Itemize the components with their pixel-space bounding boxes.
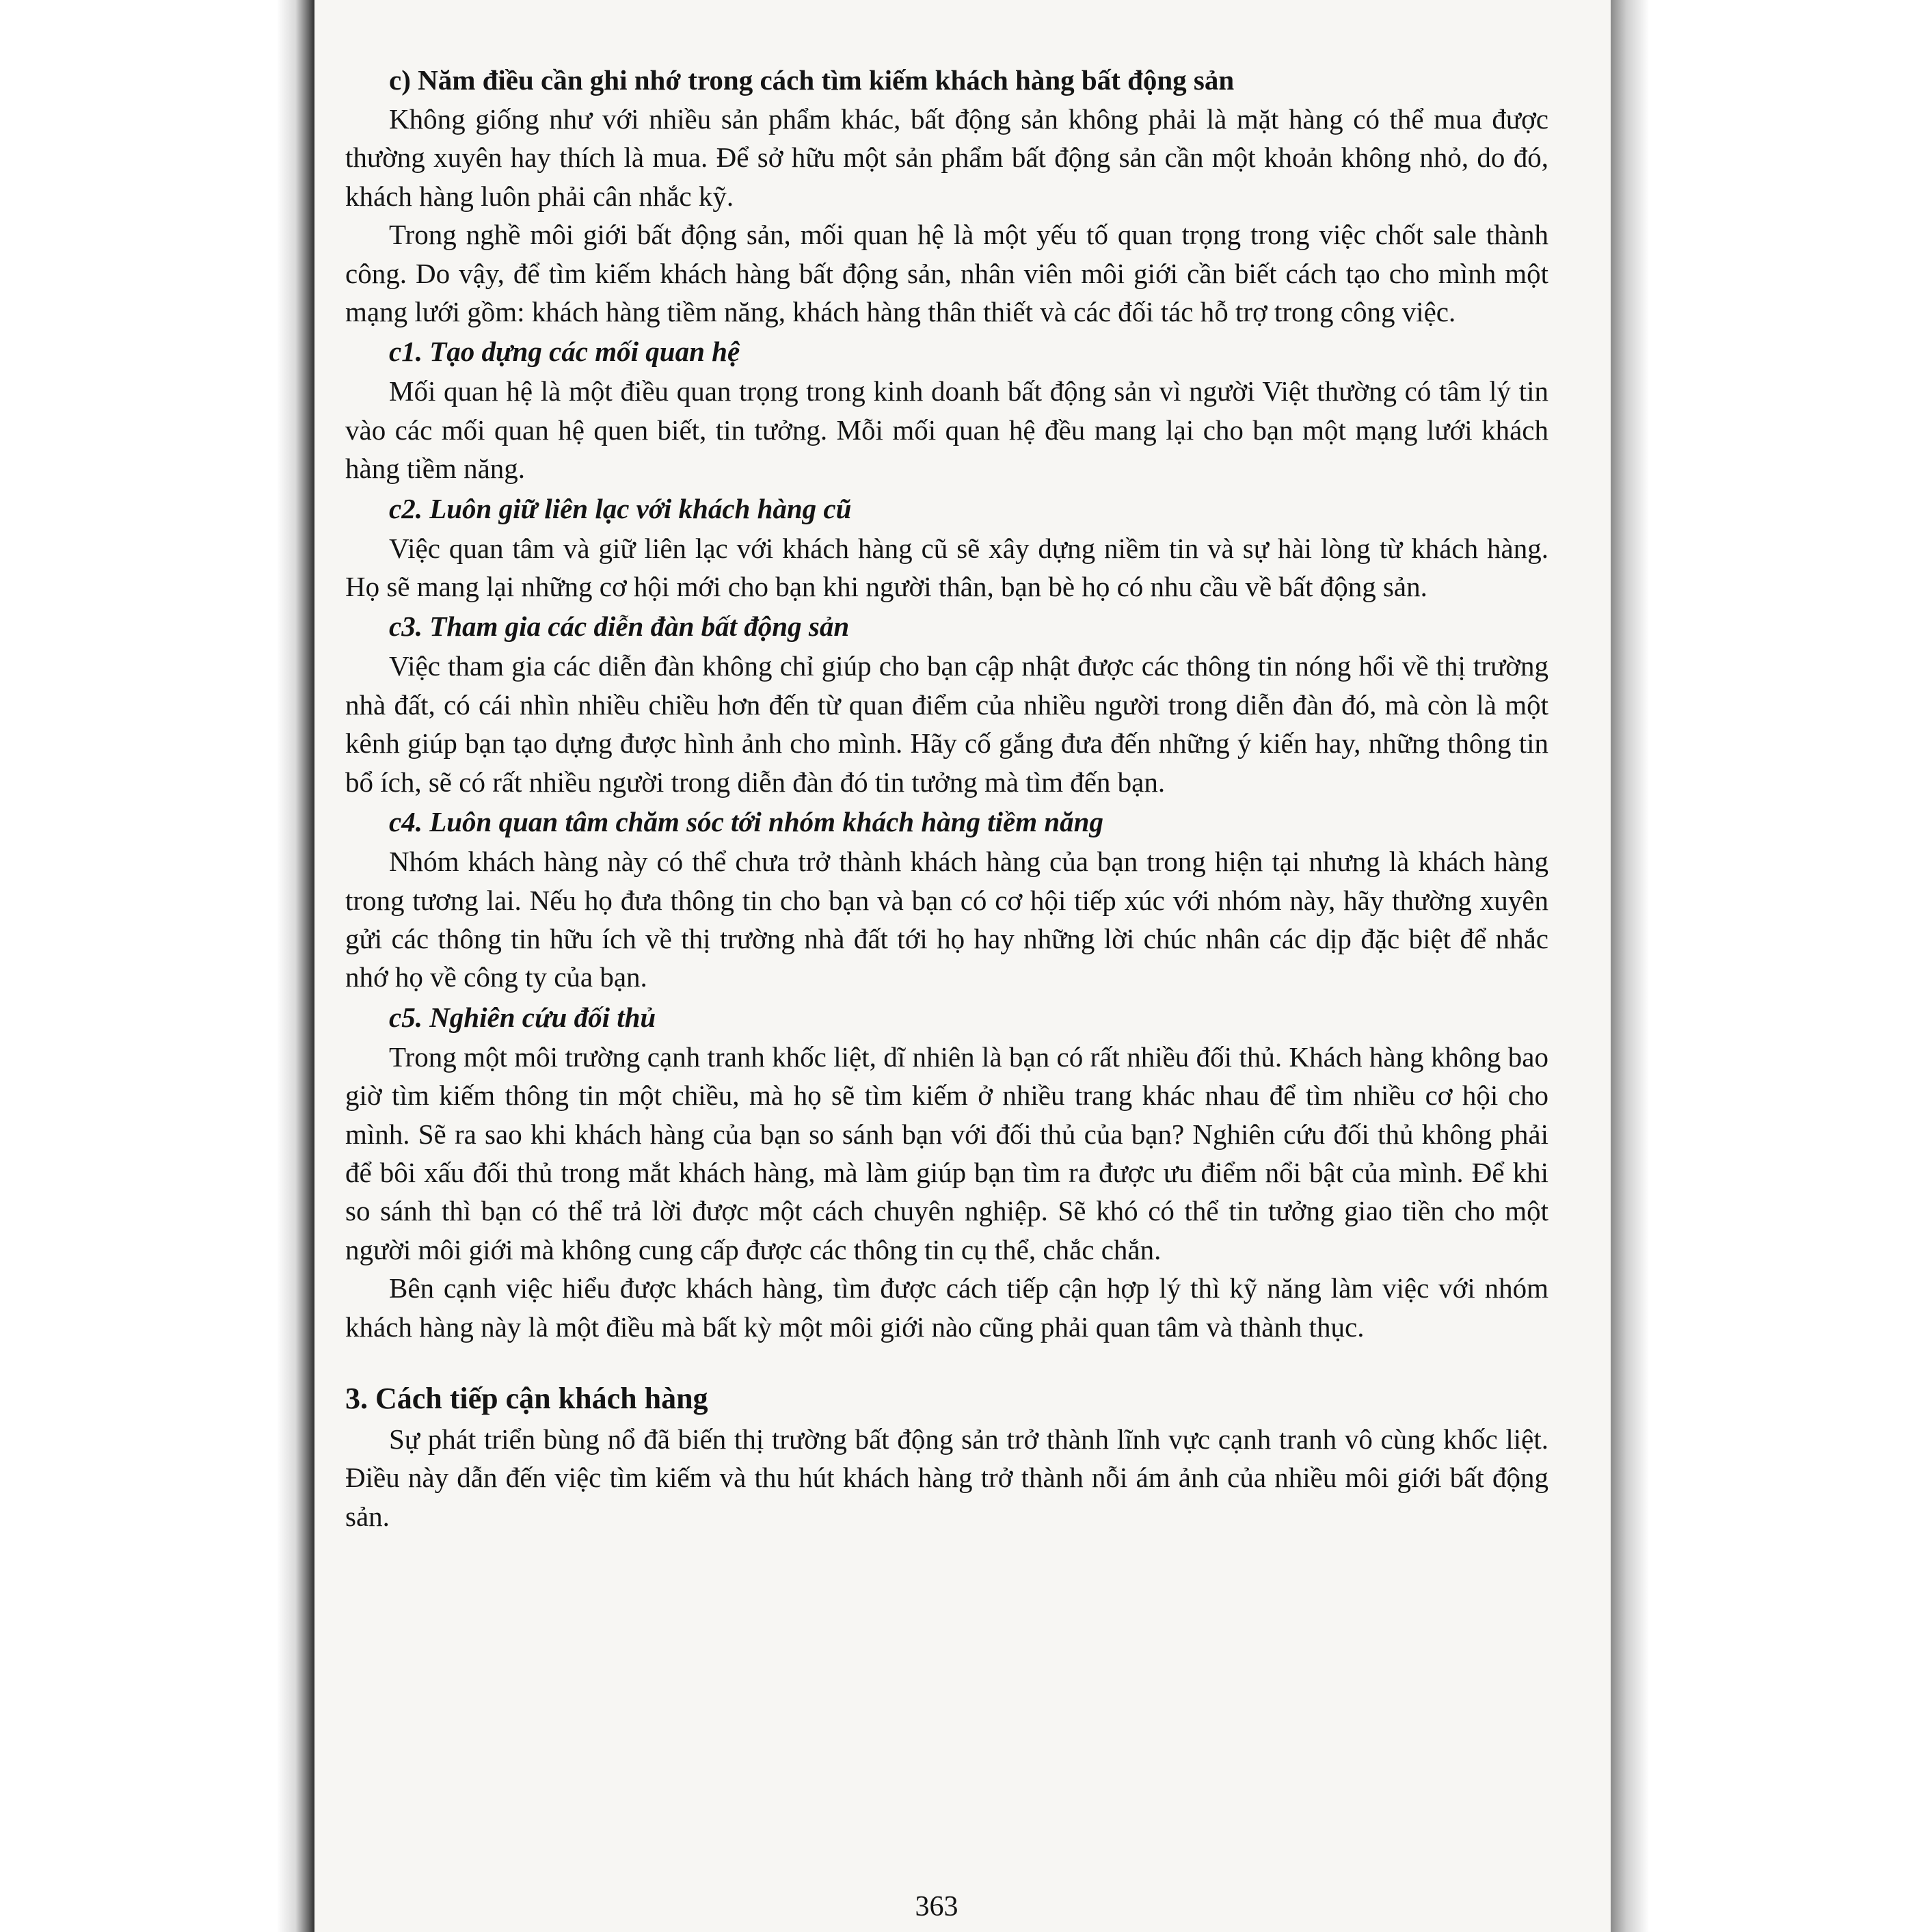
subheading-c1: c1. Tạo dựng các mối quan hệ bbox=[389, 336, 740, 368]
page-edge-shadow-right bbox=[1611, 0, 1932, 1932]
paragraph-intro-1: Không giống như với nhiều sản phẩm khác, bất động sản không phải là mặt hàng có thể mua được thường xuyên hay thích là mua. Để sở hữu một sản phẩm bất động sản cần một khoản không nhỏ, do đó, khách hàng luôn phải cân nhắc kỹ. bbox=[345, 103, 1548, 212]
subheading-c5: c5. Nghiên cứu đối thủ bbox=[389, 1001, 656, 1033]
paragraph-c1: Mối quan hệ là một điều quan trọng trong kinh doanh bất động sản vì người Việt thường có tâm lý tin vào các mối quan hệ quen biết, tin tưởng. Mỗi mối quan hệ đều mang lại cho bạn một mạng lưới khách hàng tiềm năng. bbox=[345, 375, 1548, 485]
subheading-c3: c3. Tham gia các diễn đàn bất động sản bbox=[389, 611, 850, 643]
paragraph-c4: Nhóm khách hàng này có thể chưa trở thành khách hàng của bạn trong hiện tại nhưng là khách hàng trong tương lai. Nếu họ đưa thông tin cho bạn và bạn có cơ hội tiếp xúc với nhóm này, hãy thường xuyên gửi các thông tin hữu ích về thị trường nhà đất tới họ hay những lời chúc nhân các dịp đặc biệt để nhắc nhớ họ về công ty của bạn. bbox=[345, 846, 1548, 993]
paragraph-c3: Việc tham gia các diễn đàn không chỉ giúp cho bạn cập nhật được các thông tin nóng hổi về thị trường nhà đất, có cái nhìn nhiều chiều hơn đến từ quan điểm của nhiều người trong diễn đàn đó, mà còn là một kênh giúp bạn tạo dựng được hình ảnh cho mình. Hãy cố gắng đưa đến những ý kiến hay, những thông tin bổ ích, sẽ có rất nhiều người trong diễn đàn đó tin tưởng mà tìm đến bạn. bbox=[345, 650, 1548, 798]
paragraph-intro-2: Trong nghề môi giới bất động sản, mối quan hệ là một yếu tố quan trọng trong việc chốt sale thành công. Do vậy, để tìm kiếm khách hàng bất động sản, nhân viên môi giới cần biết cách tạo cho mình một mạng lưới gồm: khách hàng tiềm năng, khách hàng thân thiết và các đối tác hỗ trợ trong công việc. bbox=[345, 219, 1548, 328]
subheading-c2: c2. Luôn giữ liên lạc với khách hàng cũ bbox=[389, 492, 852, 524]
subheading-c4: c4. Luôn quan tâm chăm sóc tới nhóm khách hàng tiềm năng bbox=[389, 806, 1103, 838]
section-heading-3: 3. Cách tiếp cận khách hàng bbox=[345, 1381, 708, 1415]
paragraph-c5: Trong một môi trường cạnh tranh khốc liệt, dĩ nhiên là bạn có rất nhiều đối thủ. Khách hàng không bao giờ tìm kiếm thông tin một chiều, mà họ sẽ tìm kiếm ở nhiều trang khác nhau để tìm nhiều cơ hội cho mình. Sẽ ra sao khi khách hàng của bạn so sánh bạn với đối thủ của bạn? Nghiên cứu đối thủ không phải để bôi xấu đối thủ trong mắt khách hàng, mà làm giúp bạn tìm ra được ưu điểm nổi bật của mình. Để khi so sánh thì bạn có thể trả lời được một cách chuyên nghiệp. Sẽ khó có thể tin tưởng giao tiền cho một người môi giới mà không cung cấp được các thông tin cụ thể, chắc chắn. bbox=[345, 1041, 1548, 1265]
paragraph-c2: Việc quan tâm và giữ liên lạc với khách hàng cũ sẽ xây dựng niềm tin và sự hài lòng từ khách hàng. Họ sẽ mang lại những cơ hội mới cho bạn khi người thân, bạn bè họ có nhu cầu về bất động sản. bbox=[345, 532, 1548, 603]
page-number: 363 bbox=[915, 1891, 958, 1922]
binding-shadow-left bbox=[0, 0, 314, 1932]
paragraph-section-3: Sự phát triển bùng nổ đã biến thị trường bất động sản trở thành lĩnh vực cạnh tranh vô cùng khốc liệt. Điều này dẫn đến việc tìm kiếm và thu hút khách hàng trở thành nỗi ám ảnh của nhiều môi giới bất động sản. bbox=[345, 1423, 1548, 1532]
heading-c: c) Năm điều cần ghi nhớ trong cách tìm kiếm khách hàng bất động sản bbox=[389, 64, 1235, 96]
page-content bbox=[345, 60, 1548, 1535]
paragraph-summary: Bên cạnh việc hiểu được khách hàng, tìm được cách tiếp cận hợp lý thì kỹ năng làm việc với nhóm khách hàng này là một điều mà bất kỳ một môi giới nào cũng phải quan tâm và thành thục. bbox=[345, 1272, 1548, 1343]
